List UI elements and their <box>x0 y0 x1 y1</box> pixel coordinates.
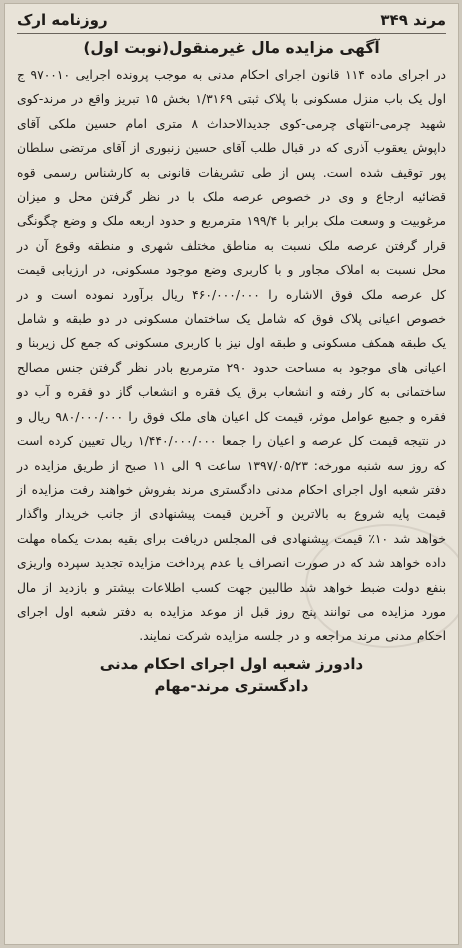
signature-block <box>17 653 446 697</box>
signature-line-2: دادگستری مرند-مهام <box>154 676 309 695</box>
signature-line-1: دادورز شعبه اول اجرای احکام مدنی <box>99 654 364 673</box>
clipping-header <box>17 10 446 34</box>
notice-body: در اجرای ماده ۱۱۴ قانون اجرای احکام مدنی به موجب پرونده اجرایی ۹۷۰۰۱۰ ج اول یک باب منزل مسکونی با پلاک ثبتی ۱/۳۱۶۹ بخش ۱۵ تبریز واقع در مرند-کوی شهید چرمی-انتهای چرمی-کوی جدیدالاحداث ۸ متری امام حسین ملکی آقای داپوش یعقوب آذری که در قبال طلب آقای حسین زنبوری از آقای مرتضی سلطان پور توقیف شده است. پس از طی تشریفات قانونی به کارشناس رسمی قوه قضائیه ارجاع و وی در خصوص عرصه ملک با در نظر گرفتن محل و میزان مرغوبیت و وسعت ملک برابر با ۱۹۹/۴ مترمربع و حدود اربعه ملک و وضع چگونگی قرار گرفتن عرصه ملک نسبت به مناطق مختلف شهری و منطقه وقوع آن در محل نسبت به املاک مجاور و با کاربری وضع موجود مسکونی، در ارزیابی قیمت کل عرصه ملک فوق الاشاره را ۴۶۰/۰۰۰/۰۰۰ ریال برآورد نموده است و در خصوص اعیانی پلاک فوق که شامل یک ساختمان مسکونی در دو طبقه و شامل یک طبقه همکف مسکونی و طبقه اول نیز با کاربری مسکونی که جمع کل زیربنا و اعیانی های موجود به مساحت حدود ۲۹۰ مترمربع بادر نظر گرفتن جنس مصالح ساختمانی به کار رفته و انشعاب برق یک فقره و انشعاب گاز دو فقره و آب دو فقره و جمیع عوامل موثر، قیمت کل اعیان های ملک فوق را ۹۸۰/۰۰۰/۰۰۰ ریال و در نتیجه قیمت کل عرصه و اعیان را جمعا ۱/۴۴۰/۰۰۰/۰۰۰ ریال تعیین کرده است که روز سه شنبه مورخه: ۱۳۹۷/۰۵/۲۳ ساعت ۹ الی ۱۱ صبح از طریق مزایده در دفتر شعبه اول اجرای احکام مدنی دادگستری مرند بفروش خواهند رفت مزایده از قیمت پایه شروع به بالاترین و آخرین قیمت پیشنهادی از جانب خریدار واگذار خواهد شد ۱۰٪ قیمت پیشنهادی فی المجلس دریافت برای بقیه بمدت یکماه مهلت داده خواهد شد که در صورت انصراف یا عدم پرداخت مزایده تجدید سپرده واریزی بنفع دولت ضبط خواهد شد طالبین جهت کسب اطلاعات بیشتر و بازدید از مال مورد مزایده می توانند پنج روز قبل از موعد مزایده به دفتر شعبه اول اجرای احکام مدنی مرند مراجعه و در جلسه مزایده شرکت نمایند. <box>17 68 446 644</box>
notice-title: آگهی مزایده مال غیرمنقول(نوبت اول) <box>83 39 380 57</box>
newspaper-clipping <box>4 3 459 945</box>
newspaper-name: روزنامه ارک <box>17 11 108 29</box>
city-issue-label: مرند ۳۴۹ <box>380 11 446 29</box>
